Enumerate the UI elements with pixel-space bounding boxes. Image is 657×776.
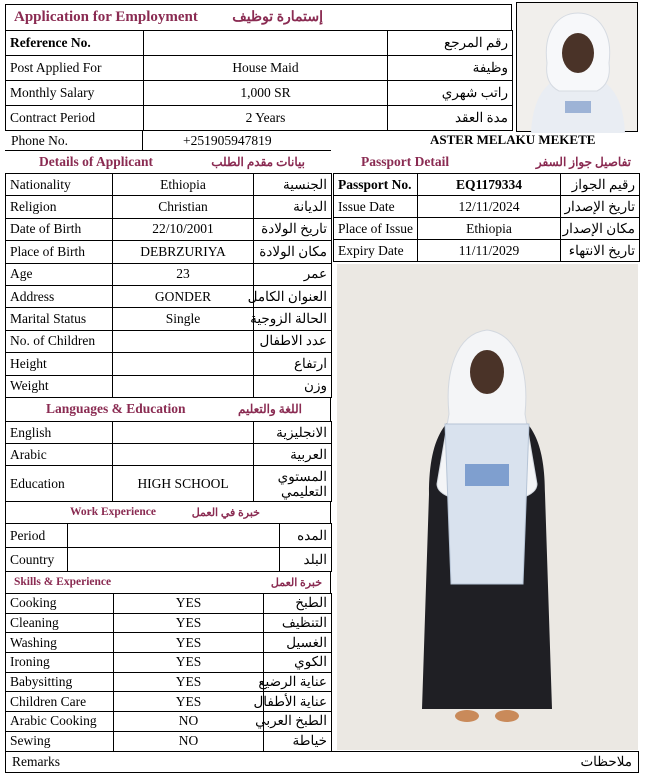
form-header <box>5 4 512 31</box>
applicant-field-label-ar: وزن <box>254 375 332 397</box>
skills-item-label: Cooking <box>6 594 114 614</box>
table-row <box>6 308 332 330</box>
skills-section-header <box>5 571 331 593</box>
applicant-field-value <box>113 353 254 375</box>
table-row <box>6 672 332 692</box>
remarks-row <box>5 751 639 773</box>
work-table <box>5 523 332 572</box>
applicant-field-label: Place of Birth <box>6 241 113 263</box>
skills-item-value: YES <box>114 633 264 653</box>
applicant-field-label-ar: مكان الولادة <box>254 241 332 263</box>
table-row <box>6 196 332 218</box>
skills-table <box>5 593 332 752</box>
post-value: House Maid <box>144 56 388 81</box>
arabic-label: Arabic <box>6 444 113 466</box>
skills-item-label: Sewing <box>6 731 114 751</box>
skills-item-label: Babysitting <box>6 672 114 692</box>
issue-date-label-ar: تاريخ الإصدار <box>561 196 640 218</box>
phone-row <box>5 131 331 151</box>
applicant-field-label-ar: تاريخ الولادة <box>254 218 332 240</box>
applicant-field-label-ar: عدد الاطفال <box>254 330 332 352</box>
languages-title-en: Languages & Education <box>46 401 186 416</box>
table-row <box>6 353 332 375</box>
education-ar-line1: المستوي <box>277 468 327 484</box>
work-title-ar: خبرة في العمل <box>191 506 260 519</box>
skills-item-label: Ironing <box>6 653 114 673</box>
issue-date-value: 12/11/2024 <box>418 196 561 218</box>
passport-no-label-ar: رقيم الجواز <box>561 174 640 196</box>
skills-title-en: Skills & Experience <box>14 576 112 588</box>
skills-item-label-ar: خياطة <box>264 731 332 751</box>
applicant-field-label-ar: الديانة <box>254 196 332 218</box>
contract-label-ar: مدة العقد <box>388 106 513 131</box>
period-label: Period <box>6 524 68 548</box>
table-row <box>334 196 640 218</box>
skills-item-label: Cleaning <box>6 613 114 633</box>
issue-date-label: Issue Date <box>334 196 418 218</box>
applicant-field-label: Age <box>6 263 113 285</box>
applicant-field-label-ar: الحالة الزوجية <box>254 308 332 330</box>
applicant-field-value: DEBRZURIYA <box>113 241 254 263</box>
table-row <box>6 633 332 653</box>
skills-item-value: YES <box>114 594 264 614</box>
remarks-label: Remarks <box>12 754 60 769</box>
table-row <box>6 712 332 732</box>
skills-item-value: YES <box>114 613 264 633</box>
table-row <box>6 653 332 673</box>
arabic-value <box>113 444 254 466</box>
table-row <box>6 330 332 352</box>
applicant-headshot <box>516 2 638 132</box>
applicant-field-label: Religion <box>6 196 113 218</box>
table-row <box>6 174 332 196</box>
applicant-field-value: 23 <box>113 263 254 285</box>
applicant-field-label-ar: ارتفاع <box>254 353 332 375</box>
education-label-ar <box>254 466 332 502</box>
post-label: Post Applied For <box>6 56 144 81</box>
work-title-en: Work Experience <box>70 506 156 518</box>
passport-no-value: EQ1179334 <box>418 174 561 196</box>
remarks-label-ar: ملاحظات <box>580 754 632 769</box>
education-label: Education <box>6 466 113 502</box>
applicant-field-value <box>113 375 254 397</box>
top-info-table <box>5 30 513 131</box>
table-row <box>6 218 332 240</box>
work-section-header <box>5 501 331 523</box>
table-row <box>6 613 332 633</box>
passport-no-label: Passport No. <box>334 174 418 196</box>
table-row <box>6 56 513 81</box>
expiry-date-label: Expiry Date <box>334 240 418 262</box>
applicant-table <box>5 173 332 398</box>
skills-item-value: YES <box>114 653 264 673</box>
applicant-field-label-ar: عمر <box>254 263 332 285</box>
salary-label: Monthly Salary <box>6 81 144 106</box>
table-row <box>6 548 332 572</box>
table-row <box>6 422 332 444</box>
applicant-field-value: GONDER <box>113 285 254 307</box>
phone-value: +251905947819 <box>183 133 272 148</box>
table-row <box>6 81 513 106</box>
period-value <box>68 524 280 548</box>
skills-item-label-ar: عناية الأطفال <box>264 692 332 712</box>
table-row <box>6 444 332 466</box>
applicant-full-photo <box>337 264 638 750</box>
country-label-ar: البلد <box>280 548 332 572</box>
languages-title-ar: اللغة والتعليم <box>238 401 302 416</box>
applicant-field-value: Ethiopia <box>113 174 254 196</box>
skills-item-label-ar: عناية الرضيع <box>264 672 332 692</box>
table-row <box>334 240 640 262</box>
passport-title-en: Passport Detail <box>361 154 450 169</box>
table-row <box>6 594 332 614</box>
form-title-en: Application for Employment <box>14 9 198 25</box>
place-issue-label-ar: مكان الإصدار <box>561 218 640 240</box>
table-row <box>334 218 640 240</box>
arabic-label-ar: العربية <box>254 444 332 466</box>
skills-item-label: Children Care <box>6 692 114 712</box>
table-row <box>6 524 332 548</box>
table-row <box>6 692 332 712</box>
country-label: Country <box>6 548 68 572</box>
applicant-title-ar: بيانات مقدم الطلب <box>211 154 305 169</box>
place-issue-value: Ethiopia <box>418 218 561 240</box>
english-value <box>113 422 254 444</box>
applicant-name: ASTER MELAKU MEKETE <box>430 132 596 147</box>
education-value: HIGH SCHOOL <box>113 466 254 502</box>
full-photo-figure <box>337 264 638 750</box>
languages-table <box>5 421 332 502</box>
applicant-field-label: No. of Children <box>6 330 113 352</box>
reference-label-ar: رقم المرجع <box>388 31 513 56</box>
skills-item-label-ar: الطبخ العربي <box>264 712 332 732</box>
applicant-field-label: Date of Birth <box>6 218 113 240</box>
applicant-field-value: 22/10/2001 <box>113 218 254 240</box>
table-row <box>6 731 332 751</box>
skills-item-label: Washing <box>6 633 114 653</box>
skills-item-value: NO <box>114 731 264 751</box>
period-label-ar: المده <box>280 524 332 548</box>
skills-item-value: YES <box>114 692 264 712</box>
skills-title-ar: خبرة العمل <box>270 576 322 589</box>
expiry-date-value: 11/11/2029 <box>418 240 561 262</box>
table-row <box>6 263 332 285</box>
english-label-ar: الانجليزية <box>254 422 332 444</box>
languages-section-header <box>5 397 331 421</box>
skills-item-value: YES <box>114 672 264 692</box>
table-row <box>6 106 513 131</box>
applicant-field-label: Weight <box>6 375 113 397</box>
post-label-ar: وظيفة <box>388 56 513 81</box>
headshot-figure <box>517 3 639 133</box>
applicant-field-value: Christian <box>113 196 254 218</box>
form-title-ar: إستمارة توظيف <box>232 10 323 25</box>
passport-section-header <box>333 151 639 173</box>
skills-item-value: NO <box>114 712 264 732</box>
skills-item-label-ar: الكوي <box>264 653 332 673</box>
country-value <box>68 548 280 572</box>
applicant-field-label-ar: العنوان الكامل <box>254 285 332 307</box>
applicant-field-label: Marital Status <box>6 308 113 330</box>
applicant-field-value: Single <box>113 308 254 330</box>
salary-label-ar: راتب شهري <box>388 81 513 106</box>
skills-item-label-ar: الطبخ <box>264 594 332 614</box>
contract-value: 2 Years <box>144 106 388 131</box>
table-row <box>6 285 332 307</box>
skills-item-label-ar: الغسيل <box>264 633 332 653</box>
applicant-field-label: Height <box>6 353 113 375</box>
table-row <box>6 466 332 502</box>
passport-table <box>333 173 640 262</box>
passport-title-ar: تفاصيل جواز السفر <box>535 154 631 169</box>
applicant-field-label: Address <box>6 285 113 307</box>
contract-label: Contract Period <box>6 106 144 131</box>
reference-label: Reference No. <box>6 31 144 56</box>
expiry-date-label-ar: تاريخ الانتهاء <box>561 240 640 262</box>
applicant-section-header <box>5 151 331 173</box>
skills-item-label-ar: التنظيف <box>264 613 332 633</box>
reference-value <box>144 31 388 56</box>
applicant-field-value <box>113 330 254 352</box>
applicant-title-en: Details of Applicant <box>39 154 154 169</box>
applicant-field-label-ar: الجنسية <box>254 174 332 196</box>
english-label: English <box>6 422 113 444</box>
skills-item-label: Arabic Cooking <box>6 712 114 732</box>
place-issue-label: Place of Issue <box>334 218 418 240</box>
table-row <box>6 241 332 263</box>
table-row <box>334 174 640 196</box>
phone-label: Phone No. <box>11 133 68 148</box>
table-row <box>6 375 332 397</box>
education-ar-line2: التعليمي <box>280 483 327 499</box>
applicant-field-label: Nationality <box>6 174 113 196</box>
salary-value: 1,000 SR <box>144 81 388 106</box>
phone-divider <box>142 131 143 151</box>
table-row <box>6 31 513 56</box>
